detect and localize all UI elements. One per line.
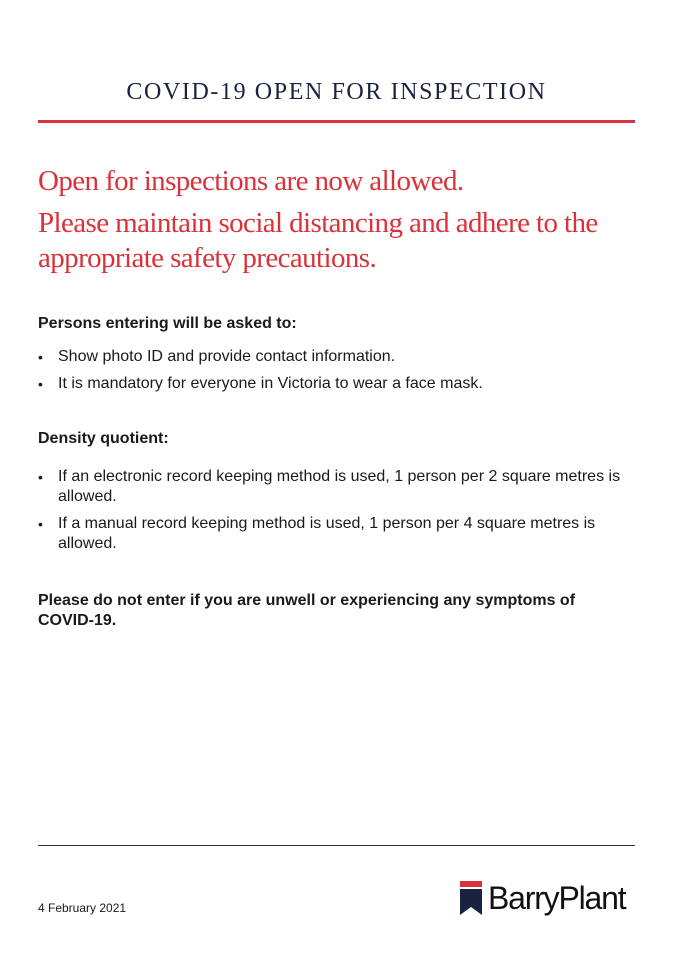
barry-plant-logo [460,878,625,918]
page-title: COVID-19 OPEN FOR INSPECTION [126,79,547,105]
bullet-icon: • [38,376,43,392]
document-date: 4 February 2021 [38,901,127,915]
density-list [38,467,628,561]
section-heading-density: Density quotient: [38,430,169,447]
header-divider [38,120,635,123]
list-item [38,347,638,367]
list-item [38,467,628,507]
bookmark-flag-icon [460,881,482,915]
bullet-icon: • [38,516,43,532]
list-item [38,514,628,554]
list-item-text: If a manual record keeping method is used, 1 person per 4 square metres is allowed. [58,515,596,552]
section-heading-entry-requirements: Persons entering will be asked to: [38,315,297,332]
headline-distancing: Please maintain social distancing and adhere to the appropriate safety precautions. [38,207,598,274]
list-item-text: Show photo ID and provide contact information. [58,348,396,365]
list-item-text: If an electronic record keeping method is used, 1 person per 2 square metres is allowed. [58,468,621,505]
entry-requirements-list [38,347,638,401]
list-item-text: It is mandatory for everyone in Victoria to wear a face mask. [58,375,483,392]
bullet-icon: • [38,349,43,365]
list-item [38,374,638,394]
footer-divider [38,845,635,846]
bullet-icon: • [38,469,43,485]
logo-wordmark: BarryPlant [488,880,626,916]
unwell-warning: Please do not enter if you are unwell or experiencing any symptoms of COVID-19. [38,592,576,629]
headline-allowed: Open for inspections are now allowed. [38,165,464,197]
